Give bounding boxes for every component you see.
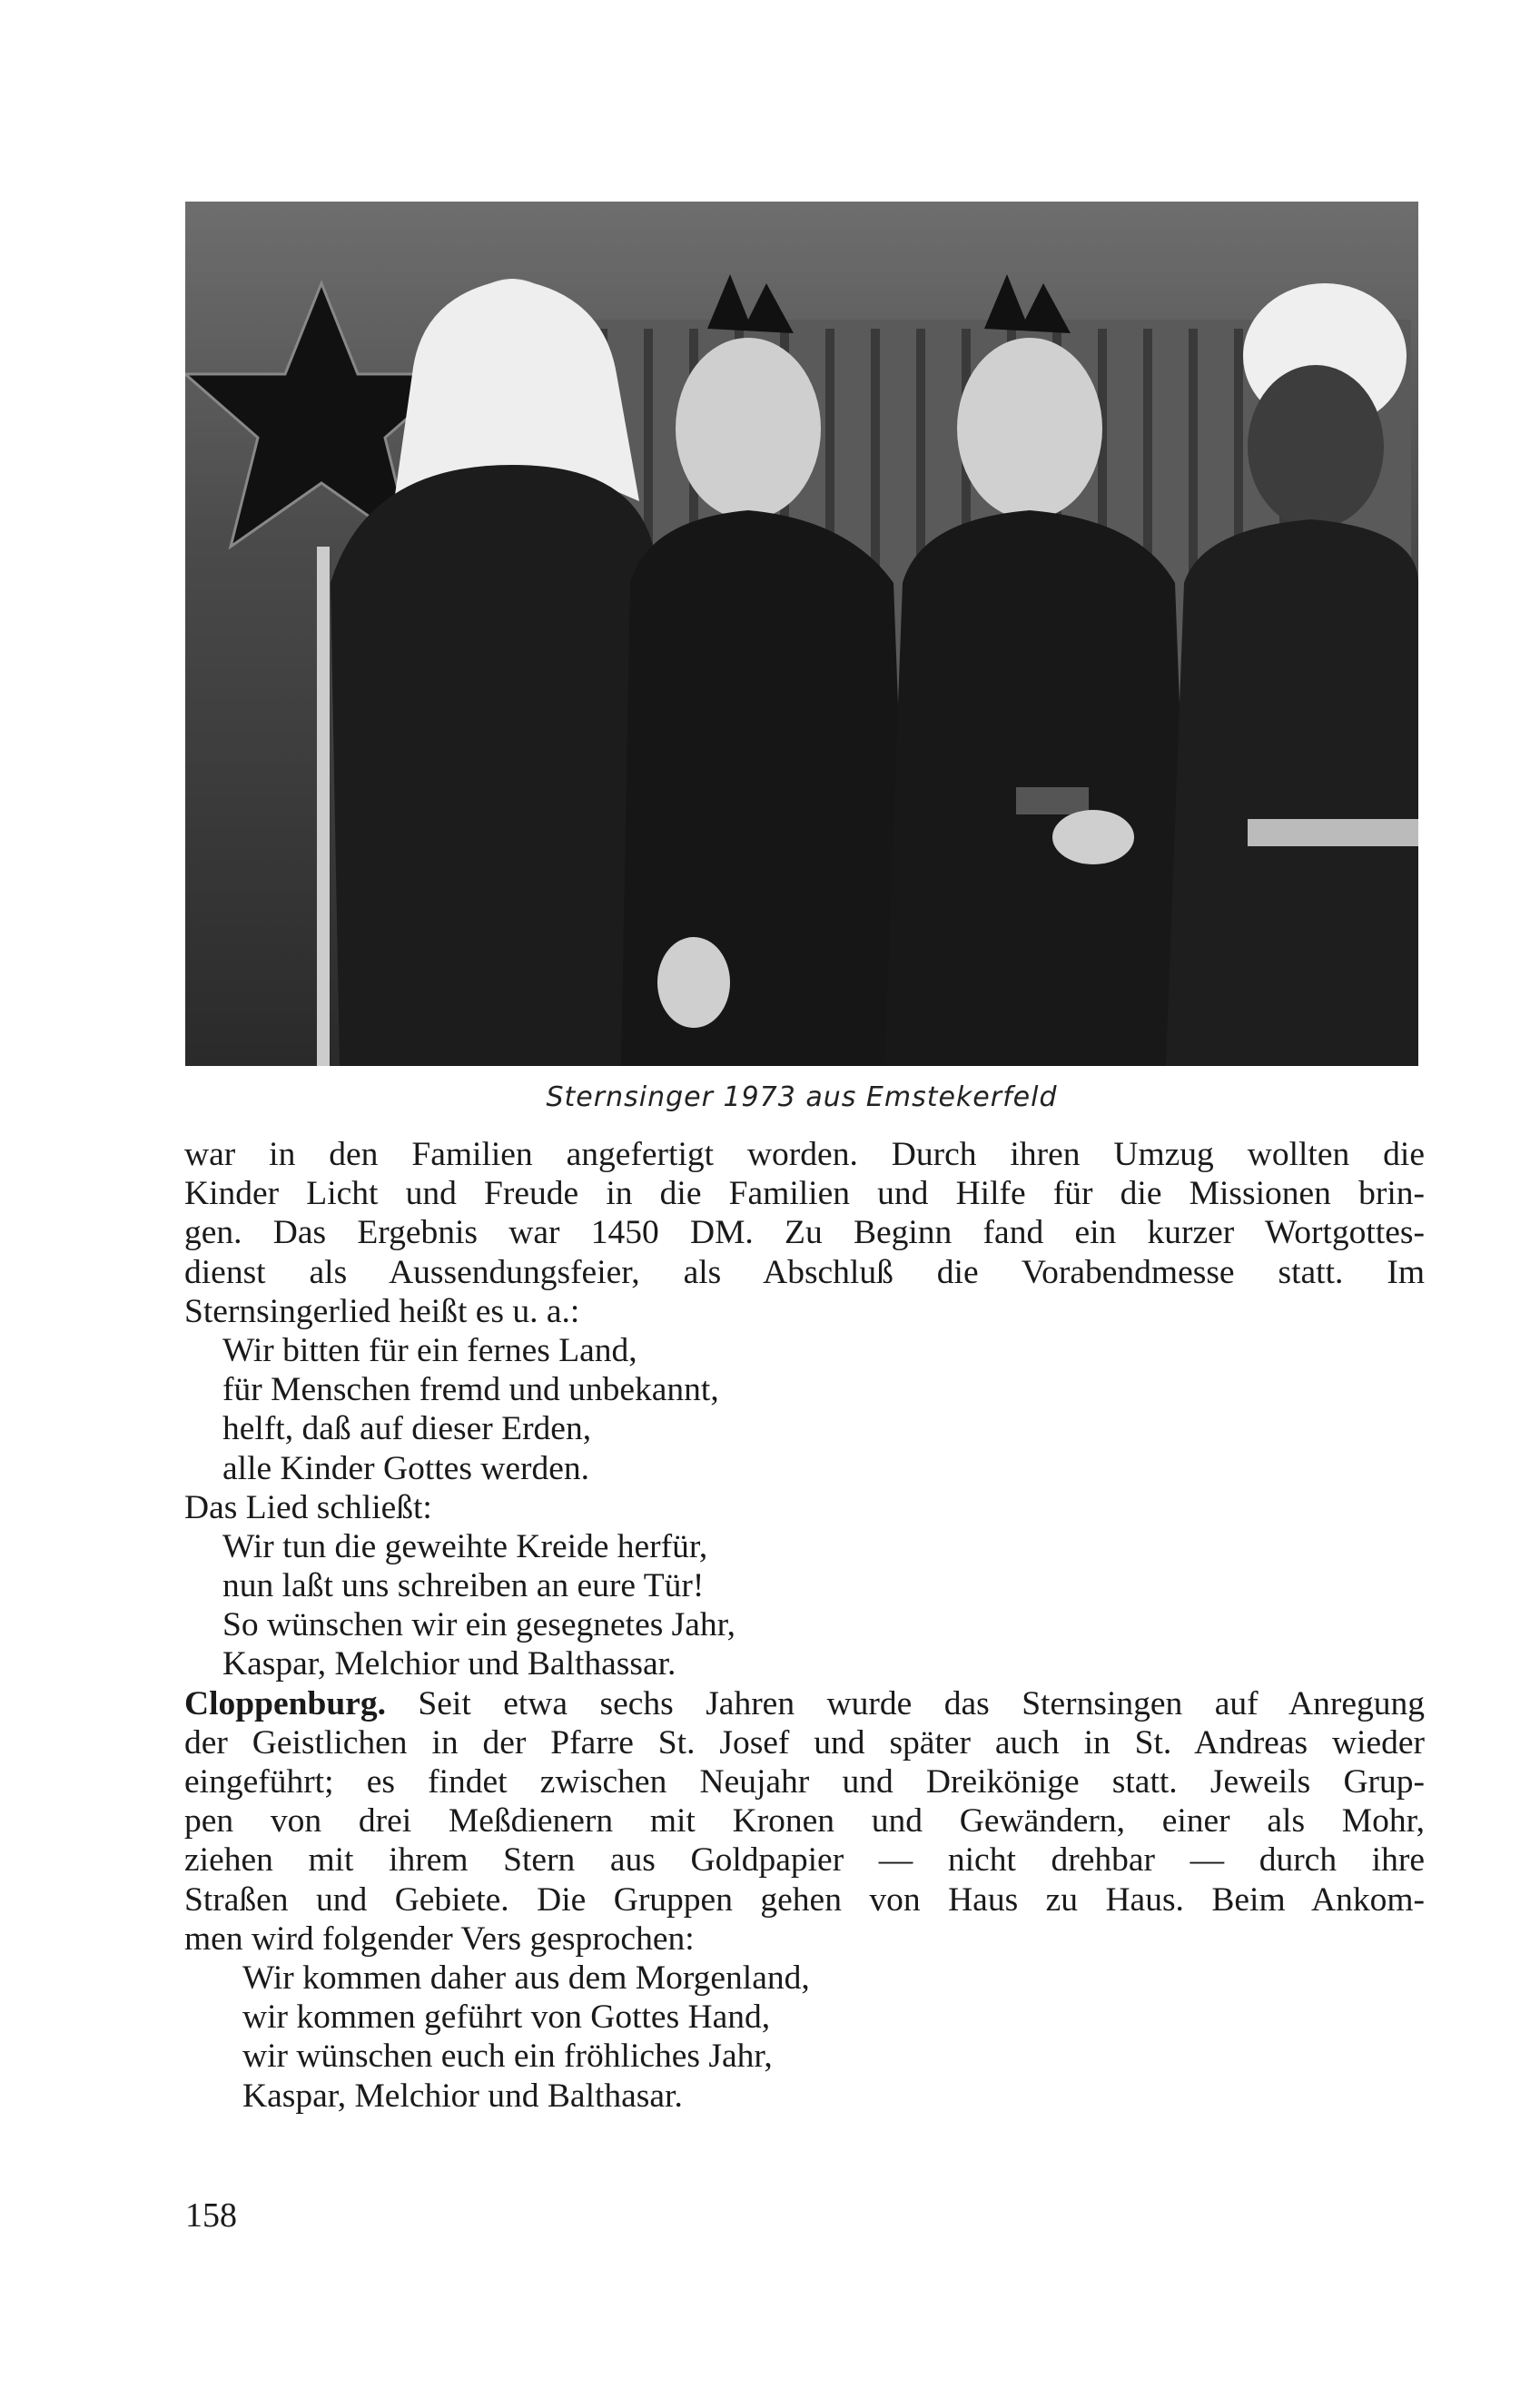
photo-caption: Sternsinger 1973 aus Emstekerfeld [546, 1081, 1058, 1113]
section-heading: Cloppenburg. [184, 1684, 386, 1722]
text-line: eingeführt; es findet zwischen Neujahr und Dreikönige statt. Jeweils Grup- [184, 1763, 1425, 1801]
text-line: men wird folgender Vers gesprochen: [184, 1919, 695, 1958]
text-line: dienst als Aussendungsfeier, als Abschluß die Vorabendmesse statt. Im [184, 1253, 1425, 1291]
text-span: Seit etwa sechs Jahren wurde das Sternsingen auf Anregung [385, 1684, 1425, 1722]
text-line: der Geistlichen in der Pfarre St. Josef und später auch in St. Andreas wieder [184, 1723, 1425, 1761]
text-line: pen von drei Meßdienern mit Kronen und Gewändern, einer als Mohr, [184, 1802, 1425, 1840]
verse-line: nun laßt uns schreiben an eure Tür! [222, 1567, 705, 1605]
verse-line: So wünschen wir ein gesegnetes Jahr, [222, 1606, 736, 1644]
verse-line: Wir bitten für ein fernes Land, [222, 1331, 637, 1369]
text-line: Sternsingerlied heißt es u. a.: [184, 1292, 580, 1330]
text-line: Das Lied schließt: [184, 1488, 432, 1526]
page-number: 158 [185, 2196, 237, 2235]
sternsinger-photo [185, 202, 1418, 1066]
text-line [184, 1684, 1425, 1723]
verse-line: wir kommen geführt von Gottes Hand, [242, 1998, 771, 2037]
verse-line: alle Kinder Gottes werden. [222, 1449, 590, 1487]
verse-line: Kaspar, Melchior und Balthassar. [222, 1645, 676, 1683]
text-line: gen. Das Ergebnis war 1450 DM. Zu Beginn fand ein kurzer Wortgottes- [184, 1214, 1425, 1252]
verse-line: Wir tun die geweihte Kreide herfür, [222, 1527, 708, 1565]
verse-line: für Menschen fremd und unbekannt, [222, 1371, 719, 1409]
body-text [184, 1135, 1425, 2116]
text-line: ziehen mit ihrem Stern aus Goldpapier — nicht drehbar — durch ihre [184, 1841, 1425, 1880]
verse-line: wir wünschen euch ein fröhliches Jahr, [242, 2038, 773, 2076]
verse-line: Kaspar, Melchior und Balthasar. [242, 2077, 683, 2115]
sternsinger-photo-graphic [185, 202, 1418, 1066]
text-line: Kinder Licht und Freude in die Familien und Hilfe für die Missionen brin- [184, 1175, 1425, 1213]
text-line: war in den Familien angefertigt worden. Durch ihren Umzug wollten die [184, 1136, 1425, 1173]
text-line: Straßen und Gebiete. Die Gruppen gehen von Haus zu Haus. Beim Ankom- [184, 1880, 1425, 1919]
verse-line: helft, daß auf dieser Erden, [222, 1410, 592, 1448]
verse-line: Wir kommen daher aus dem Morgenland, [242, 1959, 810, 1997]
